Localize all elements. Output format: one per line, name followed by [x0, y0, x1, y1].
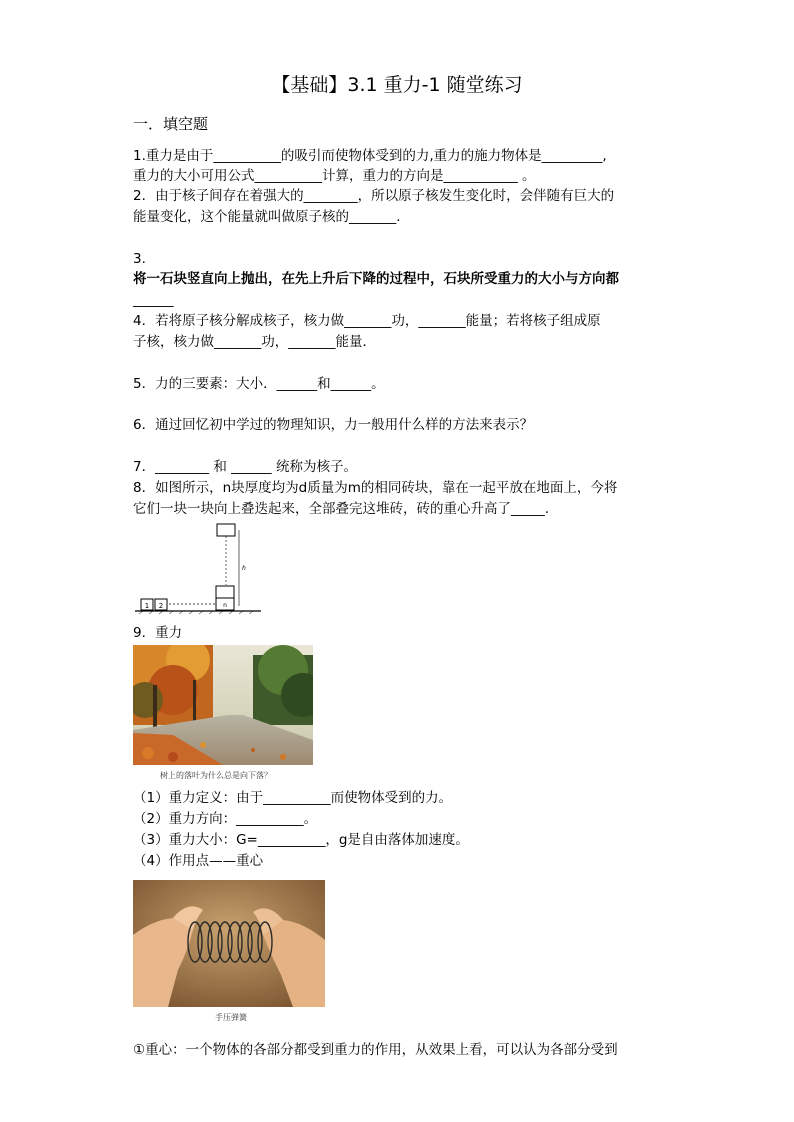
brick-stack-figure	[133, 520, 263, 615]
section-heading: 一．填空题	[133, 115, 209, 133]
page-title: 【基础】3.1 重力-1 随堂练习	[271, 74, 523, 96]
q9-heading: 9．重力	[133, 625, 183, 641]
q6-line: 6．通过回忆初中学过的物理知识，力一般用什么样的方法来表示？	[133, 417, 534, 433]
brick-2-label: 2	[158, 602, 164, 610]
q3-number: 3.	[133, 251, 146, 267]
q2-line-2: 能量变化，这个能量就叫做原子核的_______.	[133, 209, 401, 225]
q2-line-1: 2．由于核子间存在着强大的________，所以原子核发生变化时，会伴随有巨大的	[133, 188, 615, 204]
q8-line-1: 8．如图所示，n块厚度均为d质量为m的相同砖块，靠在一起平放在地面上，今将	[133, 480, 618, 496]
h-label: h	[242, 565, 246, 572]
q3-line-1: 将一石块竖直向上抛出，在先上升后下降的过程中，石块所受重力的大小与方向都	[133, 271, 619, 287]
brick-n-label: n	[223, 602, 227, 609]
photo-caption-2: 手压弹簧	[215, 1013, 247, 1022]
q5-line: 5．力的三要素：大小．______和______。	[133, 376, 385, 392]
q1-line-1: 1.重力是由于__________的吸引而使物体受到的力,重力的施力物体是_________,	[133, 148, 607, 164]
q9-item-4: （4）作用点——重心	[133, 853, 264, 869]
photo-caption-1: 树上的落叶为什么总是向下落？	[160, 771, 272, 780]
last-line: ①重心：一个物体的各部分都受到重力的作用，从效果上看，可以认为各部分受到	[133, 1042, 618, 1058]
q7-line: 7．________ 和 ______ 统称为核子。	[133, 459, 357, 475]
q4-line-2: 子核，核力做_______功，_______能量．	[133, 334, 376, 350]
q9-item-1: （1）重力定义：由于__________而使物体受到的力。	[133, 790, 453, 806]
autumn-leaves-photo	[133, 645, 313, 765]
brick-1-label: 1	[144, 602, 150, 610]
spring-hands-photo	[133, 880, 325, 1007]
q3-line-2: ______	[133, 292, 174, 308]
q9-item-3: （3）重力大小：G=__________，g是自由落体加速度。	[133, 832, 469, 848]
q4-line-1: 4．若将原子核分解成核子，核力做_______功，_______能量；若将核子组成原	[133, 313, 601, 329]
q9-item-2: （2）重力方向：__________。	[133, 811, 318, 827]
q1-line-2: 重力的大小可用公式__________计算，重力的方向是___________ 。	[133, 168, 536, 184]
top-brick	[217, 524, 235, 536]
q8-line-2: 它们一块一块向上叠迭起来，全部叠完这堆砖，砖的重心升高了_____.	[133, 501, 550, 517]
